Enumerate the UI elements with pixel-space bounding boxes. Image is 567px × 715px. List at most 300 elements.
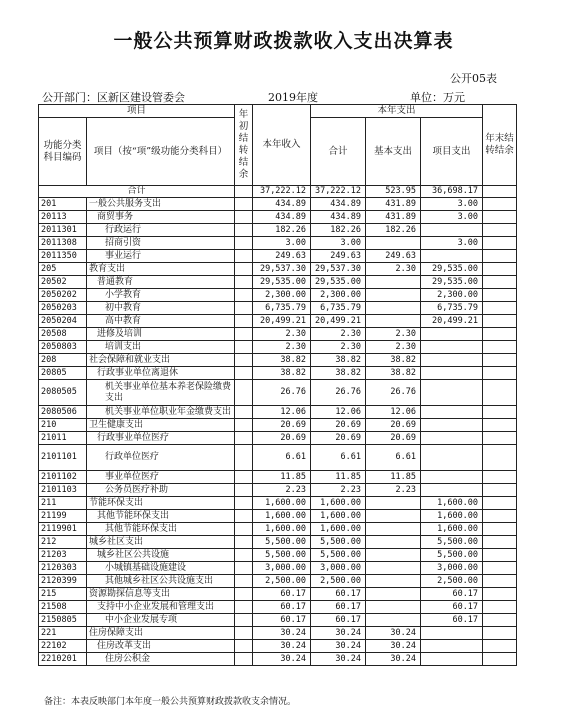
table-row <box>39 575 517 588</box>
row-code: 2120303 <box>39 562 87 575</box>
row-basic: 2.30 <box>366 341 421 354</box>
row-name: 行政运行 <box>87 224 235 237</box>
row-project: 29,535.00 <box>421 263 483 276</box>
row-end-balance <box>483 588 517 601</box>
table-row <box>39 341 517 354</box>
row-project <box>421 419 483 432</box>
row-code: 21203 <box>39 549 87 562</box>
table-row <box>39 289 517 302</box>
row-basic: 30.24 <box>366 653 421 666</box>
row-total: 3.00 <box>311 237 366 250</box>
row-name: 中小企业发展专项 <box>87 614 235 627</box>
row-begin-balance <box>235 484 253 497</box>
total-expenditure: 37,222.12 <box>311 186 366 198</box>
row-name: 招商引资 <box>87 237 235 250</box>
unit-label: 单位：万元 <box>410 91 465 104</box>
row-basic <box>366 302 421 315</box>
row-end-balance <box>483 614 517 627</box>
row-name: 城乡社区公共设施 <box>87 549 235 562</box>
header-basic: 基本支出 <box>366 118 421 186</box>
row-basic <box>366 237 421 250</box>
row-income: 30.24 <box>253 627 311 640</box>
row-end-balance <box>483 302 517 315</box>
table-row <box>39 601 517 614</box>
table-row <box>39 445 517 471</box>
row-begin-balance <box>235 432 253 445</box>
row-end-balance <box>483 354 517 367</box>
row-basic: 2.30 <box>366 263 421 276</box>
row-code: 2080506 <box>39 406 87 419</box>
row-end-balance <box>483 380 517 406</box>
row-name: 机关事业单位基本养老保险缴费支出 <box>87 380 235 406</box>
row-income: 60.17 <box>253 588 311 601</box>
row-income: 2.30 <box>253 341 311 354</box>
row-end-balance <box>483 536 517 549</box>
row-total: 20.69 <box>311 419 366 432</box>
table-row <box>39 653 517 666</box>
row-code: 2050203 <box>39 302 87 315</box>
row-name: 社会保障和就业支出 <box>87 354 235 367</box>
row-name: 住房改革支出 <box>87 640 235 653</box>
table-row <box>39 536 517 549</box>
row-basic <box>366 289 421 302</box>
row-project: 3.00 <box>421 237 483 250</box>
row-name: 商贸事务 <box>87 211 235 224</box>
row-total: 20.69 <box>311 432 366 445</box>
row-name: 行政单位医疗 <box>87 445 235 471</box>
row-begin-balance <box>235 510 253 523</box>
row-basic <box>366 614 421 627</box>
row-income: 20.69 <box>253 419 311 432</box>
row-end-balance <box>483 198 517 211</box>
row-end-balance <box>483 640 517 653</box>
row-end-balance <box>483 627 517 640</box>
row-end-balance <box>483 601 517 614</box>
row-name: 住房公积金 <box>87 653 235 666</box>
table-row <box>39 510 517 523</box>
table-row <box>39 328 517 341</box>
row-basic <box>366 276 421 289</box>
row-name: 事业运行 <box>87 250 235 263</box>
row-end-balance <box>483 276 517 289</box>
table-row <box>39 588 517 601</box>
row-project: 60.17 <box>421 601 483 614</box>
total-begin-balance <box>235 186 253 198</box>
row-income: 2.23 <box>253 484 311 497</box>
row-code: 208 <box>39 354 87 367</box>
row-project <box>421 640 483 653</box>
row-basic <box>366 523 421 536</box>
row-income: 20,499.21 <box>253 315 311 328</box>
row-basic: 182.26 <box>366 224 421 237</box>
row-income: 2,300.00 <box>253 289 311 302</box>
total-end-balance <box>483 186 517 198</box>
table-row <box>39 276 517 289</box>
row-income: 60.17 <box>253 601 311 614</box>
row-project <box>421 224 483 237</box>
row-income: 20.69 <box>253 432 311 445</box>
row-income: 434.89 <box>253 198 311 211</box>
row-name: 资源勘探信息等支出 <box>87 588 235 601</box>
row-project <box>421 341 483 354</box>
row-total: 2.23 <box>311 484 366 497</box>
row-project <box>421 471 483 484</box>
row-code: 2011301 <box>39 224 87 237</box>
row-code: 2210201 <box>39 653 87 666</box>
row-project <box>421 354 483 367</box>
row-income: 434.89 <box>253 211 311 224</box>
row-project <box>421 406 483 419</box>
table-row <box>39 315 517 328</box>
row-basic: 2.30 <box>366 328 421 341</box>
table-row <box>39 237 517 250</box>
header-project: 项目支出 <box>421 118 483 186</box>
row-project <box>421 328 483 341</box>
row-project: 20,499.21 <box>421 315 483 328</box>
row-end-balance <box>483 263 517 276</box>
row-begin-balance <box>235 627 253 640</box>
row-begin-balance <box>235 315 253 328</box>
row-project: 2,500.00 <box>421 575 483 588</box>
row-code: 2120399 <box>39 575 87 588</box>
row-code: 21199 <box>39 510 87 523</box>
row-code: 2080505 <box>39 380 87 406</box>
row-total: 29,537.30 <box>311 263 366 276</box>
row-income: 1,600.00 <box>253 523 311 536</box>
header-name: 项目（按“项”级功能分类科目） <box>87 118 235 186</box>
row-total: 29,535.00 <box>311 276 366 289</box>
row-name: 其他城乡社区公共设施支出 <box>87 575 235 588</box>
total-label: 合计 <box>39 186 235 198</box>
row-income: 3,000.00 <box>253 562 311 575</box>
row-end-balance <box>483 367 517 380</box>
row-basic: 6.61 <box>366 445 421 471</box>
row-basic: 38.82 <box>366 354 421 367</box>
row-income: 26.76 <box>253 380 311 406</box>
row-basic <box>366 315 421 328</box>
row-begin-balance <box>235 536 253 549</box>
row-begin-balance <box>235 341 253 354</box>
row-code: 211 <box>39 497 87 510</box>
row-total: 1,600.00 <box>311 523 366 536</box>
row-total: 38.82 <box>311 367 366 380</box>
row-end-balance <box>483 497 517 510</box>
form-number: 公开05表 <box>450 72 497 85</box>
row-total: 26.76 <box>311 380 366 406</box>
row-begin-balance <box>235 406 253 419</box>
row-code: 2050204 <box>39 315 87 328</box>
row-income: 30.24 <box>253 653 311 666</box>
table-row <box>39 614 517 627</box>
header-begin-balance: 年初结转结余 <box>235 105 253 186</box>
row-income: 2.30 <box>253 328 311 341</box>
row-total: 2.30 <box>311 341 366 354</box>
row-code: 221 <box>39 627 87 640</box>
row-income: 12.06 <box>253 406 311 419</box>
row-total: 60.17 <box>311 601 366 614</box>
total-project: 36,698.17 <box>421 186 483 198</box>
row-begin-balance <box>235 289 253 302</box>
row-code: 2050803 <box>39 341 87 354</box>
row-end-balance <box>483 289 517 302</box>
row-basic <box>366 549 421 562</box>
row-begin-balance <box>235 276 253 289</box>
row-begin-balance <box>235 211 253 224</box>
row-project <box>421 367 483 380</box>
row-end-balance <box>483 653 517 666</box>
footnote: 备注：本表反映部门本年度一般公共预算财政拨款收支余情况。 <box>44 697 297 707</box>
row-basic: 2.23 <box>366 484 421 497</box>
row-income: 249.63 <box>253 250 311 263</box>
row-basic: 38.82 <box>366 367 421 380</box>
row-end-balance <box>483 575 517 588</box>
row-code: 20502 <box>39 276 87 289</box>
total-row <box>39 186 517 198</box>
row-total: 60.17 <box>311 588 366 601</box>
total-basic: 523.95 <box>366 186 421 198</box>
row-code: 21508 <box>39 601 87 614</box>
row-income: 182.26 <box>253 224 311 237</box>
row-income: 6,735.79 <box>253 302 311 315</box>
row-income: 5,500.00 <box>253 549 311 562</box>
row-project <box>421 653 483 666</box>
table-row <box>39 549 517 562</box>
row-total: 38.82 <box>311 354 366 367</box>
row-income: 30.24 <box>253 640 311 653</box>
row-name: 机关事业单位职业年金缴费支出 <box>87 406 235 419</box>
row-begin-balance <box>235 367 253 380</box>
row-total: 60.17 <box>311 614 366 627</box>
row-begin-balance <box>235 328 253 341</box>
row-total: 3,000.00 <box>311 562 366 575</box>
row-end-balance <box>483 406 517 419</box>
row-begin-balance <box>235 549 253 562</box>
row-project: 6,735.79 <box>421 302 483 315</box>
table-row <box>39 523 517 536</box>
row-code: 22102 <box>39 640 87 653</box>
row-name: 高中教育 <box>87 315 235 328</box>
row-code: 2101101 <box>39 445 87 471</box>
row-code: 212 <box>39 536 87 549</box>
row-end-balance <box>483 549 517 562</box>
row-project <box>421 250 483 263</box>
row-total: 2,500.00 <box>311 575 366 588</box>
row-project <box>421 484 483 497</box>
row-code: 2119901 <box>39 523 87 536</box>
row-basic: 431.89 <box>366 198 421 211</box>
row-total: 5,500.00 <box>311 549 366 562</box>
row-code: 21011 <box>39 432 87 445</box>
row-end-balance <box>483 471 517 484</box>
row-end-balance <box>483 315 517 328</box>
row-code: 2150805 <box>39 614 87 627</box>
row-name: 培训支出 <box>87 341 235 354</box>
table-row <box>39 419 517 432</box>
row-basic: 20.69 <box>366 432 421 445</box>
row-begin-balance <box>235 640 253 653</box>
row-name: 节能环保支出 <box>87 497 235 510</box>
row-total: 30.24 <box>311 627 366 640</box>
row-name: 城乡社区支出 <box>87 536 235 549</box>
row-project <box>421 627 483 640</box>
row-name: 小学教育 <box>87 289 235 302</box>
row-basic: 26.76 <box>366 380 421 406</box>
row-end-balance <box>483 250 517 263</box>
row-begin-balance <box>235 575 253 588</box>
table-row <box>39 198 517 211</box>
row-name: 进修及培训 <box>87 328 235 341</box>
row-basic <box>366 562 421 575</box>
table-row <box>39 627 517 640</box>
table-row <box>39 484 517 497</box>
row-basic: 431.89 <box>366 211 421 224</box>
row-total: 11.85 <box>311 471 366 484</box>
row-income: 1,600.00 <box>253 510 311 523</box>
row-project: 3.00 <box>421 198 483 211</box>
row-basic: 249.63 <box>366 250 421 263</box>
row-income: 11.85 <box>253 471 311 484</box>
year-label: 2019年度 <box>268 91 318 104</box>
row-total: 6.61 <box>311 445 366 471</box>
table-row <box>39 640 517 653</box>
row-code: 205 <box>39 263 87 276</box>
row-basic <box>366 575 421 588</box>
header-expenditure: 本年支出 <box>311 105 483 118</box>
row-end-balance <box>483 211 517 224</box>
row-begin-balance <box>235 224 253 237</box>
row-end-balance <box>483 328 517 341</box>
row-name: 其他节能环保支出 <box>87 523 235 536</box>
row-name: 住房保障支出 <box>87 627 235 640</box>
row-name: 教育支出 <box>87 263 235 276</box>
row-income: 1,600.00 <box>253 497 311 510</box>
header-end-balance: 年末结转结余 <box>483 105 517 186</box>
row-code: 2101103 <box>39 484 87 497</box>
row-end-balance <box>483 237 517 250</box>
table-row <box>39 432 517 445</box>
row-begin-balance <box>235 419 253 432</box>
budget-table <box>38 104 517 666</box>
table-row <box>39 250 517 263</box>
table-row <box>39 562 517 575</box>
row-code: 20508 <box>39 328 87 341</box>
row-end-balance <box>483 432 517 445</box>
row-code: 2011350 <box>39 250 87 263</box>
table-row <box>39 263 517 276</box>
row-income: 60.17 <box>253 614 311 627</box>
row-project <box>421 432 483 445</box>
row-begin-balance <box>235 471 253 484</box>
row-income: 29,535.00 <box>253 276 311 289</box>
row-total: 6,735.79 <box>311 302 366 315</box>
row-basic <box>366 588 421 601</box>
row-end-balance <box>483 224 517 237</box>
row-name: 行政事业单位离退休 <box>87 367 235 380</box>
page-title: 一般公共预算财政拨款收入支出决算表 <box>113 30 454 52</box>
row-end-balance <box>483 445 517 471</box>
row-basic: 11.85 <box>366 471 421 484</box>
row-begin-balance <box>235 302 253 315</box>
row-begin-balance <box>235 250 253 263</box>
row-end-balance <box>483 510 517 523</box>
row-name: 一般公共服务支出 <box>87 198 235 211</box>
row-project: 60.17 <box>421 588 483 601</box>
row-code: 201 <box>39 198 87 211</box>
row-begin-balance <box>235 380 253 406</box>
row-project: 29,535.00 <box>421 276 483 289</box>
row-total: 434.89 <box>311 198 366 211</box>
row-begin-balance <box>235 263 253 276</box>
row-total: 1,600.00 <box>311 497 366 510</box>
row-total: 182.26 <box>311 224 366 237</box>
row-end-balance <box>483 341 517 354</box>
row-begin-balance <box>235 523 253 536</box>
header-income: 本年收入 <box>253 105 311 186</box>
row-income: 6.61 <box>253 445 311 471</box>
table-row <box>39 211 517 224</box>
row-income: 38.82 <box>253 367 311 380</box>
row-name: 小城镇基础设施建设 <box>87 562 235 575</box>
row-total: 12.06 <box>311 406 366 419</box>
row-income: 29,537.30 <box>253 263 311 276</box>
row-project: 5,500.00 <box>421 549 483 562</box>
row-basic <box>366 536 421 549</box>
row-end-balance <box>483 562 517 575</box>
row-code: 20805 <box>39 367 87 380</box>
row-begin-balance <box>235 601 253 614</box>
row-code: 20113 <box>39 211 87 224</box>
row-project: 1,600.00 <box>421 523 483 536</box>
row-name: 公务员医疗补助 <box>87 484 235 497</box>
row-income: 38.82 <box>253 354 311 367</box>
row-total: 249.63 <box>311 250 366 263</box>
table-row <box>39 354 517 367</box>
row-project: 1,600.00 <box>421 497 483 510</box>
total-income: 37,222.12 <box>253 186 311 198</box>
row-begin-balance <box>235 354 253 367</box>
row-income: 5,500.00 <box>253 536 311 549</box>
row-basic <box>366 510 421 523</box>
row-basic: 20.69 <box>366 419 421 432</box>
row-end-balance <box>483 523 517 536</box>
row-project: 60.17 <box>421 614 483 627</box>
row-name: 其他节能环保支出 <box>87 510 235 523</box>
row-basic <box>366 497 421 510</box>
table-row <box>39 406 517 419</box>
header-item: 项目 <box>39 105 235 118</box>
row-name: 行政事业单位医疗 <box>87 432 235 445</box>
row-begin-balance <box>235 614 253 627</box>
row-code: 2050202 <box>39 289 87 302</box>
row-total: 30.24 <box>311 640 366 653</box>
row-code: 215 <box>39 588 87 601</box>
row-end-balance <box>483 419 517 432</box>
row-begin-balance <box>235 198 253 211</box>
row-code: 2011308 <box>39 237 87 250</box>
row-begin-balance <box>235 445 253 471</box>
row-total: 434.89 <box>311 211 366 224</box>
row-total: 2.30 <box>311 328 366 341</box>
row-basic: 30.24 <box>366 640 421 653</box>
header-total: 合计 <box>311 118 366 186</box>
table-row <box>39 367 517 380</box>
row-basic: 30.24 <box>366 627 421 640</box>
table-row <box>39 471 517 484</box>
row-begin-balance <box>235 653 253 666</box>
row-end-balance <box>483 484 517 497</box>
row-total: 5,500.00 <box>311 536 366 549</box>
row-project <box>421 380 483 406</box>
